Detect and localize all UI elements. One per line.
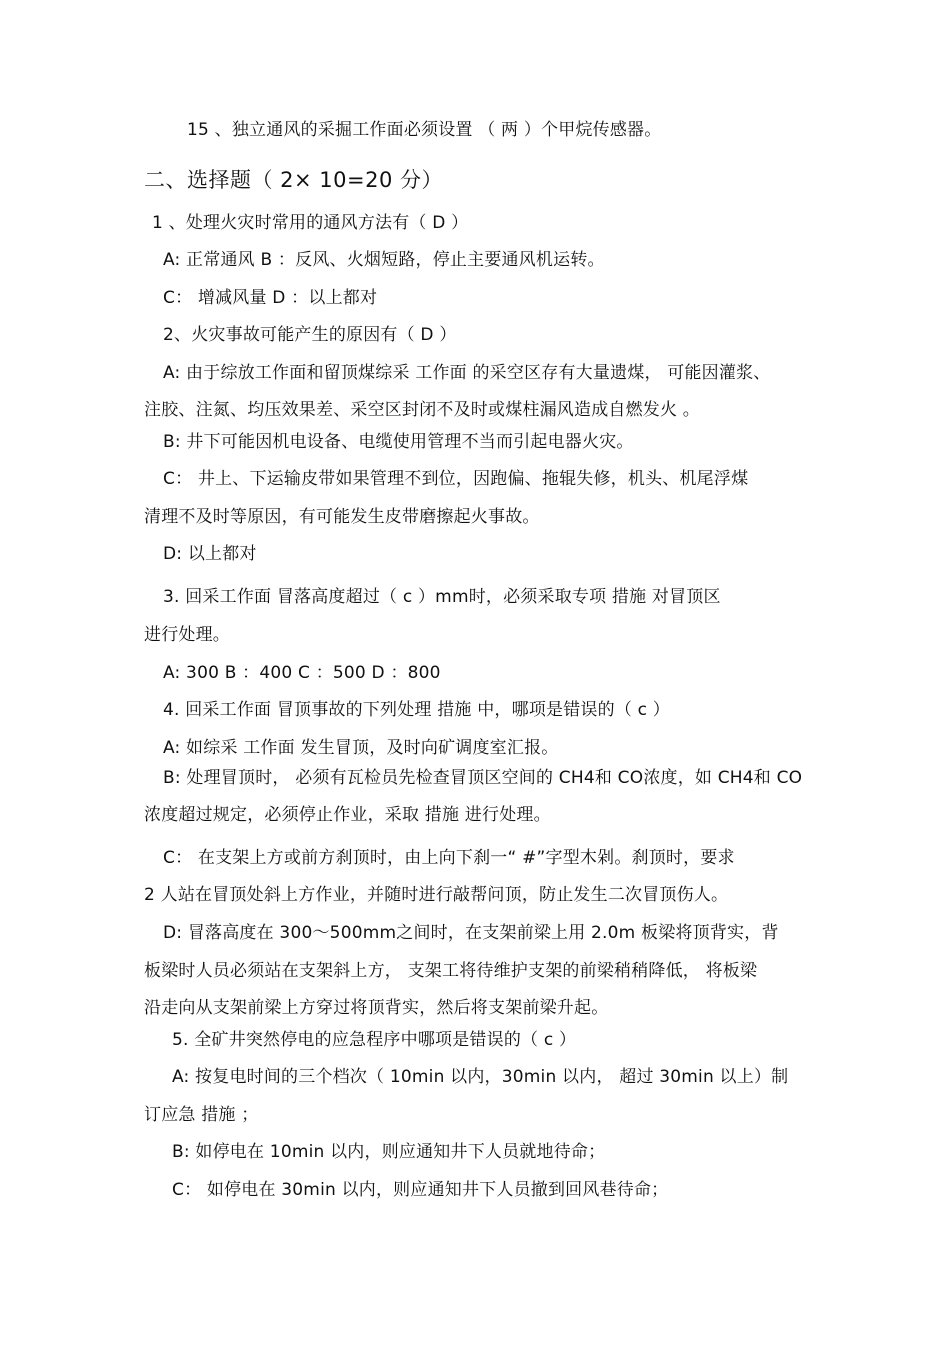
question-5-option-c: C： 如停电在 30min 以内，则应通知井下人员撤到回风巷待命； — [172, 1180, 669, 1200]
question-3: 3. 回采工作面 冒落高度超过（ c ）mm时，必须采取专项 措施 对冒顶区 — [163, 587, 721, 607]
question-4-option-d-cont2: 沿走向从支架前梁上方穿过将顶背实，然后将支架前梁升起。 — [144, 998, 609, 1018]
question-4-option-c-cont: 2 人站在冒顶处斜上方作业，并随时进行敲帮问顶，防止发生二次冒顶伤人。 — [144, 885, 729, 905]
question-3-options: A: 300 B ：400 C ：500 D ：800 — [163, 663, 441, 683]
fill-in-question-15: 15 、独立通风的采掘工作面必须设置 （ 两 ）个甲烷传感器。 — [187, 120, 662, 140]
question-4-option-d: D: 冒落高度在 300～500mm之间时，在支架前梁上用 2.0m 板梁将顶背实，背 — [163, 923, 779, 943]
question-2: 2、火灾事故可能产生的原因有（ D ） — [163, 325, 457, 345]
section-heading-choice: 二、选择题（ 2× 10=20 分） — [144, 168, 444, 192]
question-4: 4. 回采工作面 冒顶事故的下列处理 措施 中，哪项是错误的（ c ） — [163, 700, 670, 720]
question-3-cont: 进行处理。 — [144, 625, 230, 645]
question-2-option-c: C： 井上、下运输皮带如果管理不到位，因跑偏、拖辊失修，机头、机尾浮煤 — [163, 469, 749, 489]
question-5-option-b: B: 如停电在 10min 以内，则应通知井下人员就地待命； — [172, 1142, 606, 1162]
question-4-option-a: A: 如综采 工作面 发生冒顶，及时向矿调度室汇报。 — [163, 738, 559, 758]
question-2-option-c-cont: 清理不及时等原因，有可能发生皮带磨擦起火事故。 — [144, 507, 540, 527]
question-4-option-b-cont: 浓度超过规定，必须停止作业，采取 措施 进行处理。 — [144, 805, 551, 825]
question-5-option-a-cont: 订应急 措施 ； — [144, 1105, 259, 1125]
question-5-option-a: A: 按复电时间的三个档次（ 10min 以内，30min 以内， 超过 30min 以上）制 — [172, 1067, 789, 1087]
question-4-option-c: C： 在支架上方或前方刹顶时，由上向下刹一“ #”字型木剁。刹顶时，要求 — [163, 848, 735, 868]
question-1-options-ab: A: 正常通风 B ：反风、火烟短路，停止主要通风机运转。 — [163, 250, 605, 270]
question-1-options-cd: C： 增减风量 D ：以上都对 — [163, 288, 378, 308]
question-4-option-d-cont1: 板梁时人员必须站在支架斜上方， 支架工将待维护支架的前梁稍稍降低， 将板梁 — [144, 961, 758, 981]
question-4-option-b: B: 处理冒顶时， 必须有瓦检员先检查冒顶区空间的 CH4和 CO浓度，如 CH4和 CO — [163, 768, 803, 788]
question-2-option-a: A: 由于综放工作面和留顶煤综采 工作面 的采空区存有大量遗煤， 可能因灌浆、 — [163, 363, 771, 383]
question-2-option-a-cont: 注胶、注氮、均压效果差、采空区封闭不及时或煤柱漏风造成自燃发火 。 — [144, 400, 701, 420]
question-2-option-b: B: 井下可能因机电设备、电缆使用管理不当而引起电器火灾。 — [163, 432, 634, 452]
question-2-option-d: D: 以上都对 — [163, 544, 257, 564]
question-1: 1 、处理火灾时常用的通风方法有（ D ） — [152, 213, 469, 233]
question-5: 5. 全矿井突然停电的应急程序中哪项是错误的（ c ） — [172, 1030, 577, 1050]
